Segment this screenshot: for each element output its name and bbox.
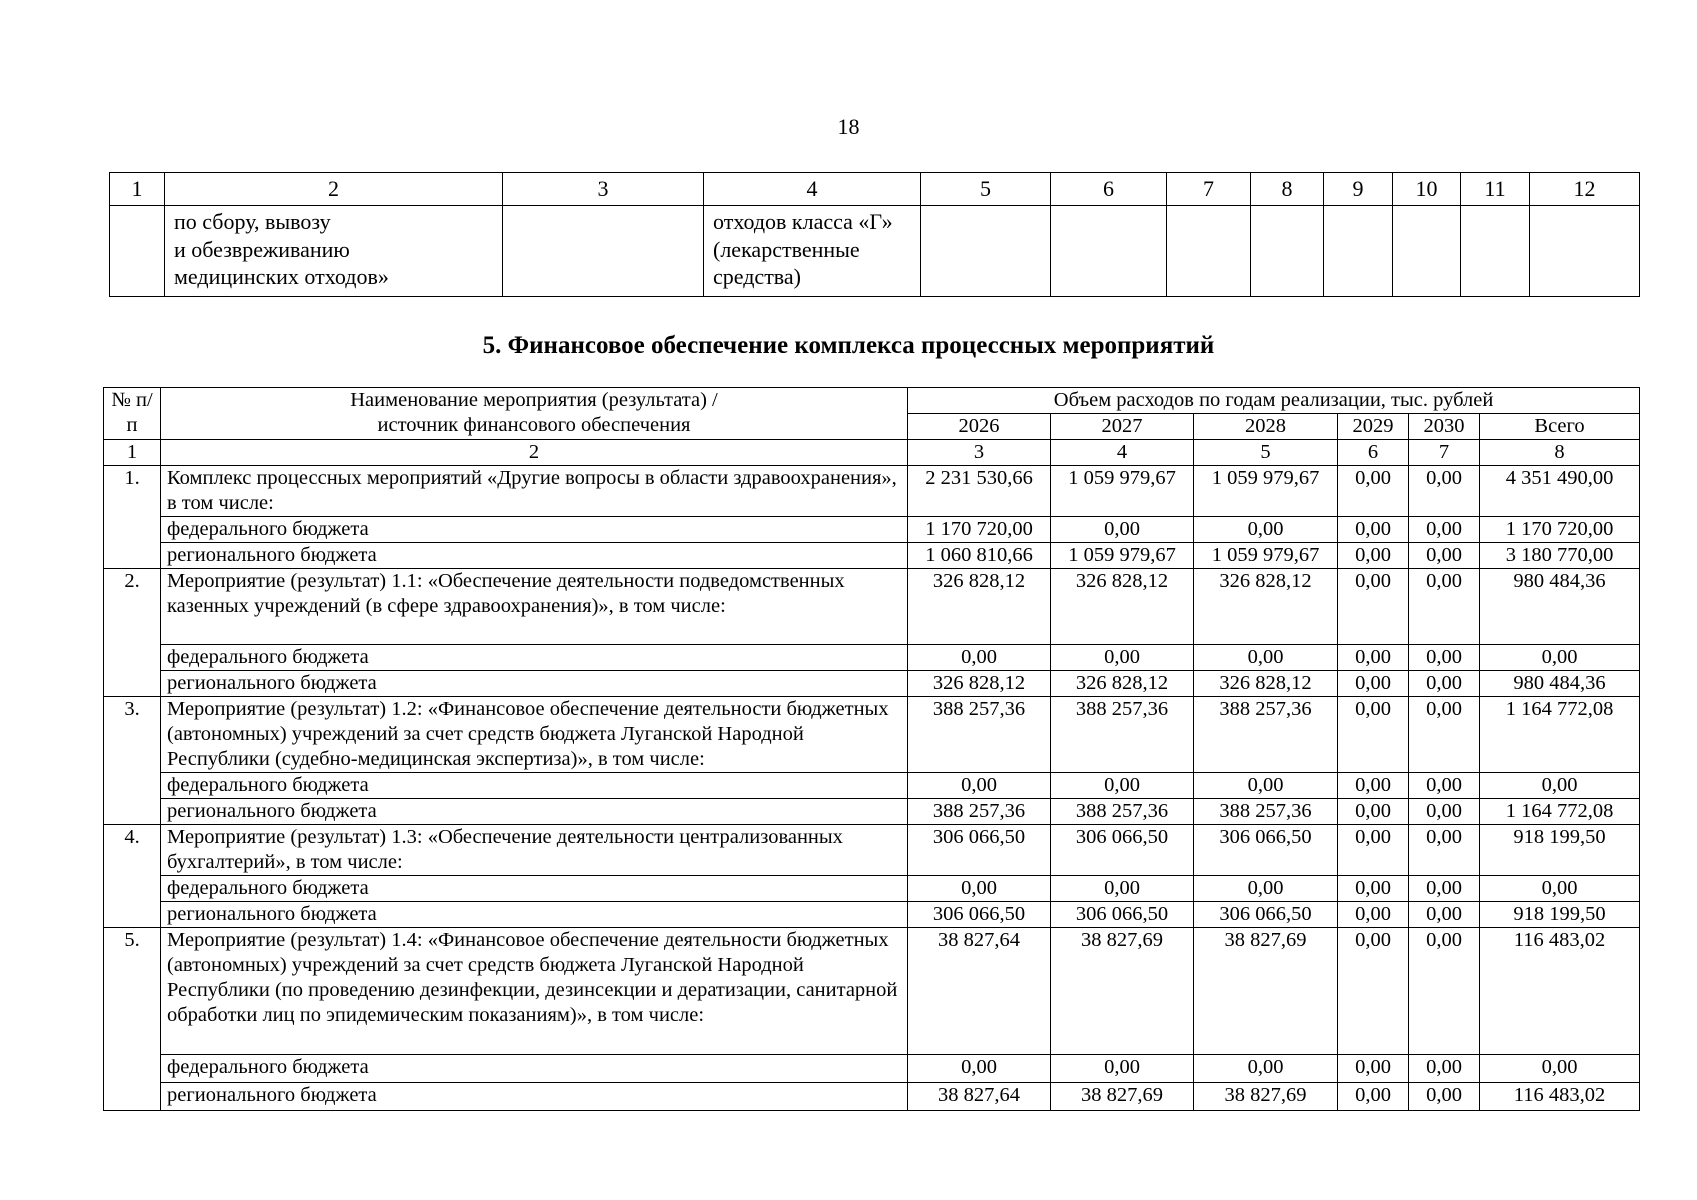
year-value: 388 257,36 [908, 799, 1051, 825]
year-value: 326 828,12 [908, 671, 1051, 697]
year-value: 0,00 [1194, 876, 1338, 902]
text-line: по сбору, вывозу [174, 209, 331, 234]
activity-name: Мероприятие (результат) 1.3: «Обеспечение деятельности централизованных бухгалтерий», в том числе: [161, 825, 908, 876]
year-value: 0,00 [1051, 645, 1194, 671]
year-value: 0,00 [1409, 902, 1480, 928]
year-value: 0,00 [1409, 1083, 1480, 1111]
total-value: 0,00 [1480, 1055, 1640, 1083]
activity-row [104, 569, 1640, 645]
total-value: 3 180 770,00 [1480, 543, 1640, 569]
year-value: 0,00 [1051, 773, 1194, 799]
total-value: 1 170 720,00 [1480, 517, 1640, 543]
column-number: 12 [1530, 173, 1640, 206]
year-value: 0,00 [1409, 928, 1480, 1055]
result-cell [704, 206, 921, 297]
year-value: 0,00 [908, 876, 1051, 902]
activity-name: Комплекс процессных мероприятий «Другие вопросы в области здравоохранения», в том числе: [161, 466, 908, 517]
total-value: 1 164 772,08 [1480, 799, 1640, 825]
year-value: 326 828,12 [908, 569, 1051, 645]
year-value: 306 066,50 [1051, 902, 1194, 928]
year-value: 0,00 [908, 645, 1051, 671]
text-line: медицинских отходов» [174, 264, 389, 289]
year-value: 0,00 [1194, 773, 1338, 799]
activity-row [104, 697, 1640, 773]
year-value: 326 828,12 [1194, 671, 1338, 697]
year-value: 1 059 979,67 [1194, 543, 1338, 569]
row-number: 4. [104, 825, 161, 928]
column-number-row [104, 440, 1640, 466]
column-number: 1 [104, 440, 161, 466]
year-value: 0,00 [1338, 1083, 1409, 1111]
regional-budget-row [104, 902, 1640, 928]
year-value: 0,00 [1338, 645, 1409, 671]
year-value: 1 059 979,67 [1051, 543, 1194, 569]
year-value: 0,00 [1051, 876, 1194, 902]
year-value: 0,00 [908, 1055, 1051, 1083]
source-label: федерального бюджета [161, 773, 908, 799]
year-value: 306 066,50 [1051, 825, 1194, 876]
year-value: 0,00 [1409, 773, 1480, 799]
row-number: 5. [104, 928, 161, 1111]
year-value: 0,00 [1338, 825, 1409, 876]
year-value: 2 231 530,66 [908, 466, 1051, 517]
year-value: 0,00 [1338, 517, 1409, 543]
total-header: Всего [1480, 414, 1640, 440]
column-number: 6 [1338, 440, 1409, 466]
source-label: федерального бюджета [161, 517, 908, 543]
column-number: 7 [1167, 173, 1251, 206]
total-value: 0,00 [1480, 645, 1640, 671]
source-label: федерального бюджета [161, 645, 908, 671]
column-number: 4 [704, 173, 921, 206]
source-label: регионального бюджета [161, 543, 908, 569]
activity-row [104, 466, 1640, 517]
activity-name-cell [165, 206, 503, 297]
federal-budget-row [104, 517, 1640, 543]
regional-budget-row [104, 1083, 1640, 1111]
year-value: 0,00 [1194, 645, 1338, 671]
year-value: 0,00 [1194, 517, 1338, 543]
year-value: 0,00 [1338, 569, 1409, 645]
year-value: 38 827,69 [1051, 1083, 1194, 1111]
row-number: 3. [104, 697, 161, 825]
total-value: 918 199,50 [1480, 825, 1640, 876]
year-value: 0,00 [1409, 876, 1480, 902]
year-value: 326 828,12 [1051, 569, 1194, 645]
year-value: 0,00 [1338, 799, 1409, 825]
year-value: 388 257,36 [908, 697, 1051, 773]
year-value: 0,00 [1338, 671, 1409, 697]
year-header: 2028 [1194, 414, 1338, 440]
year-value: 0,00 [1409, 799, 1480, 825]
total-value: 4 351 490,00 [1480, 466, 1640, 517]
year-value: 0,00 [1409, 517, 1480, 543]
year-value: 326 828,12 [1194, 569, 1338, 645]
year-header: 2026 [908, 414, 1051, 440]
column-number: 2 [165, 173, 503, 206]
year-value: 0,00 [1338, 697, 1409, 773]
text-line: средства) [713, 264, 801, 289]
text-line: источник финансового обеспечения [377, 414, 691, 436]
year-header: 2030 [1409, 414, 1480, 440]
total-value: 980 484,36 [1480, 671, 1640, 697]
year-value: 0,00 [1338, 928, 1409, 1055]
year-value: 0,00 [1409, 543, 1480, 569]
column-number: 5 [1194, 440, 1338, 466]
section-title: 5. Финансовое обеспечение комплекса процессных мероприятий [482, 332, 1215, 359]
year-value: 0,00 [1409, 697, 1480, 773]
column-number: 4 [1051, 440, 1194, 466]
year-value: 0,00 [1338, 773, 1409, 799]
year-value: 0,00 [1409, 645, 1480, 671]
year-value: 38 827,69 [1194, 1083, 1338, 1111]
column-number: 11 [1461, 173, 1530, 206]
page-number: 18 [837, 114, 860, 139]
text-line: и обезвреживанию [174, 236, 350, 262]
federal-budget-row [104, 773, 1640, 799]
total-value: 918 199,50 [1480, 902, 1640, 928]
source-label: федерального бюджета [161, 1055, 908, 1083]
federal-budget-row [104, 876, 1640, 902]
year-value: 306 066,50 [1194, 902, 1338, 928]
header-num-cell: № п/п [104, 388, 161, 440]
year-value: 306 066,50 [908, 902, 1051, 928]
source-label: регионального бюджета [161, 1083, 908, 1111]
column-number: 1 [110, 173, 165, 206]
text-line: отходов класса «Г» [713, 209, 893, 234]
year-value: 0,00 [1409, 466, 1480, 517]
total-value: 1 164 772,08 [1480, 697, 1640, 773]
year-value: 38 827,69 [1194, 928, 1338, 1055]
year-value: 388 257,36 [1051, 697, 1194, 773]
column-number: 3 [908, 440, 1051, 466]
column-number: 3 [503, 173, 704, 206]
header-expenses-cell: Объем расходов по годам реализации, тыс. рублей [908, 388, 1640, 414]
year-value: 0,00 [1409, 671, 1480, 697]
source-label: регионального бюджета [161, 902, 908, 928]
year-value: 0,00 [1338, 902, 1409, 928]
year-value: 0,00 [1338, 876, 1409, 902]
activity-name: Мероприятие (результат) 1.1: «Обеспечение деятельности подведомственных казенных учреждений (в сфере здравоохранения)», в том числе: [161, 569, 908, 645]
year-value: 38 827,64 [908, 928, 1051, 1055]
source-label: регионального бюджета [161, 799, 908, 825]
column-number: 2 [161, 440, 908, 466]
year-value: 38 827,64 [908, 1083, 1051, 1111]
financing-table [103, 387, 1640, 1111]
year-value: 0,00 [1051, 517, 1194, 543]
total-value: 980 484,36 [1480, 569, 1640, 645]
row-number: 1. [104, 466, 161, 569]
year-value: 0,00 [1338, 543, 1409, 569]
total-value: 0,00 [1480, 773, 1640, 799]
total-value: 116 483,02 [1480, 928, 1640, 1055]
column-number: 8 [1480, 440, 1640, 466]
year-value: 326 828,12 [1051, 671, 1194, 697]
text-line: (лекарственные [713, 236, 860, 262]
continuation-table [109, 172, 1640, 297]
year-value: 0,00 [1409, 825, 1480, 876]
column-number: 8 [1251, 173, 1324, 206]
year-header: 2027 [1051, 414, 1194, 440]
table-row [110, 206, 1640, 297]
text-line: Наименование мероприятия (результата) / [350, 389, 718, 411]
column-number: 9 [1324, 173, 1393, 206]
year-value: 306 066,50 [908, 825, 1051, 876]
regional-budget-row [104, 671, 1640, 697]
year-value: 388 257,36 [1051, 799, 1194, 825]
year-value: 1 059 979,67 [1194, 466, 1338, 517]
activity-row [104, 928, 1640, 1055]
regional-budget-row [104, 799, 1640, 825]
year-value: 0,00 [1409, 1055, 1480, 1083]
year-header: 2029 [1338, 414, 1409, 440]
activity-name: Мероприятие (результат) 1.4: «Финансовое обеспечение деятельности бюджетных (автономных) учреждений за счет средств бюджета Луганской Народной Республики (по проведению дезинфекции, дезинсекции и дератизации, санитарной обработки лиц по эпидемическим показаниям)», в том числе: [161, 928, 908, 1055]
year-value: 0,00 [1051, 1055, 1194, 1083]
year-value: 0,00 [1409, 569, 1480, 645]
row-number: 2. [104, 569, 161, 697]
activity-row [104, 825, 1640, 876]
federal-budget-row [104, 645, 1640, 671]
year-value: 1 170 720,00 [908, 517, 1051, 543]
federal-budget-row [104, 1055, 1640, 1083]
column-number: 7 [1409, 440, 1480, 466]
source-label: федерального бюджета [161, 876, 908, 902]
total-value: 116 483,02 [1480, 1083, 1640, 1111]
column-number-row [110, 173, 1640, 206]
year-value: 388 257,36 [1194, 697, 1338, 773]
year-value: 1 059 979,67 [1051, 466, 1194, 517]
year-value: 38 827,69 [1051, 928, 1194, 1055]
year-value: 388 257,36 [1194, 799, 1338, 825]
year-value: 0,00 [908, 773, 1051, 799]
column-number: 10 [1393, 173, 1461, 206]
year-value: 0,00 [1194, 1055, 1338, 1083]
header-name-cell [161, 388, 908, 440]
year-value: 0,00 [1338, 1055, 1409, 1083]
header-row [104, 388, 1640, 414]
source-label: регионального бюджета [161, 671, 908, 697]
regional-budget-row [104, 543, 1640, 569]
activity-name: Мероприятие (результат) 1.2: «Финансовое обеспечение деятельности бюджетных (автономных) учреждений за счет средств бюджета Луганской Народной Республики (судебно-медицинская экспертиза)», в том числе: [161, 697, 908, 773]
total-value: 0,00 [1480, 876, 1640, 902]
column-number: 6 [1051, 173, 1167, 206]
year-value: 1 060 810,66 [908, 543, 1051, 569]
year-value: 306 066,50 [1194, 825, 1338, 876]
year-value: 0,00 [1338, 466, 1409, 517]
column-number: 5 [921, 173, 1051, 206]
